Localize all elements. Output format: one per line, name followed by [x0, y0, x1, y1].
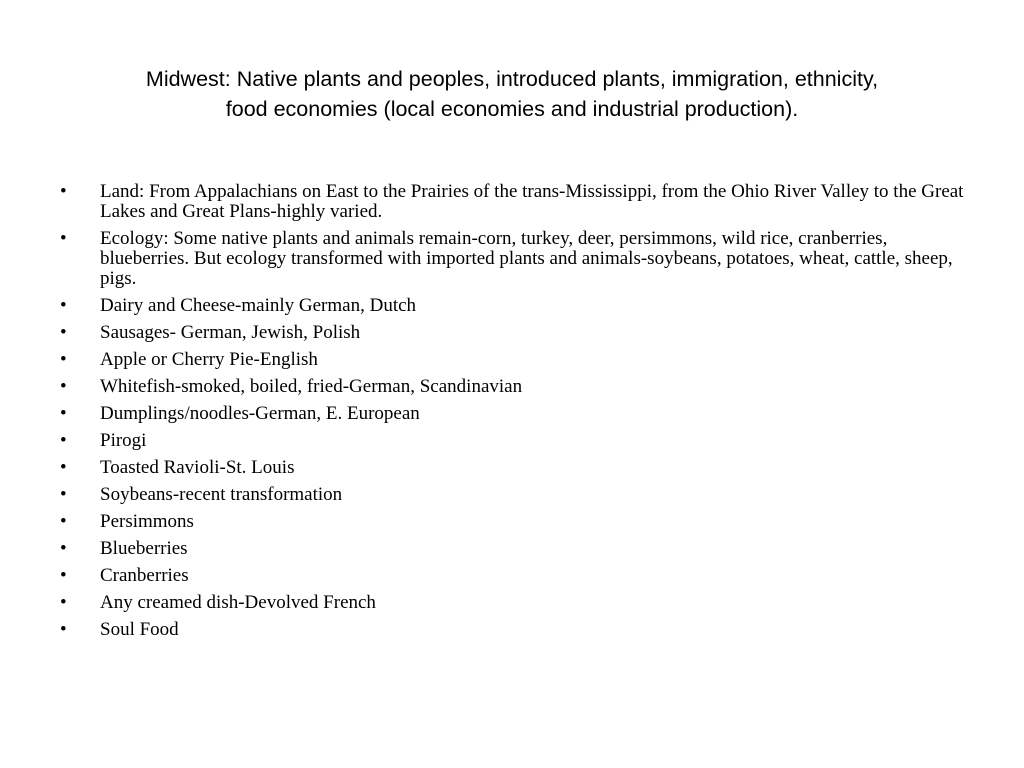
- bullet-item-cranberries: [60, 566, 980, 586]
- bullet-icon: •: [60, 322, 67, 343]
- bullet-list: [60, 182, 980, 647]
- bullet-item-persimmons: [60, 512, 980, 532]
- bullet-icon: •: [60, 376, 67, 397]
- bullet-item-ecology: [60, 229, 980, 289]
- bullet-text: Dumplings/noodles-German, E. European: [100, 403, 420, 424]
- bullet-item-ravioli: [60, 458, 980, 478]
- bullet-icon: •: [60, 511, 67, 532]
- bullet-icon: •: [60, 349, 67, 370]
- bullet-text: Any creamed dish-Devolved French: [100, 592, 376, 613]
- bullet-icon: •: [60, 228, 67, 249]
- bullet-item-soybeans: [60, 485, 980, 505]
- bullet-item-dairy: [60, 296, 980, 316]
- bullet-text: Toasted Ravioli-St. Louis: [100, 457, 295, 478]
- bullet-item-soul-food: [60, 620, 980, 640]
- bullet-text: Apple or Cherry Pie-English: [100, 349, 318, 370]
- bullet-icon: •: [60, 430, 67, 451]
- bullet-text: Soybeans-recent transformation: [100, 484, 343, 505]
- slide-title: [40, 64, 984, 124]
- bullet-item-sausages: [60, 323, 980, 343]
- bullet-icon: •: [60, 457, 67, 478]
- bullet-icon: •: [60, 484, 67, 505]
- bullet-item-dumplings: [60, 404, 980, 424]
- bullet-item-pirogi: [60, 431, 980, 451]
- bullet-text: Dairy and Cheese-mainly German, Dutch: [100, 295, 417, 316]
- bullet-text: Land: From Appalachians on East to the Prairies of the trans-Mississippi, from the Ohio River Valley to the Great Lakes and Great Plans-highly varied.: [100, 181, 964, 222]
- bullet-item-blueberries: [60, 539, 980, 559]
- bullet-text: Ecology: Some native plants and animals remain-corn, turkey, deer, persimmons, wild rice, cranberries, blueberries. But ecology transformed with imported plants and animals-soybeans, potatoes, wheat, cattle, sheep, pigs.: [100, 228, 953, 289]
- bullet-icon: •: [60, 592, 67, 613]
- bullet-icon: •: [60, 619, 67, 640]
- bullet-text: Persimmons: [100, 511, 194, 532]
- bullet-text: Cranberries: [100, 565, 189, 586]
- bullet-icon: •: [60, 403, 67, 424]
- bullet-icon: •: [60, 538, 67, 559]
- slide-title-line-2: food economies (local economies and industrial production).: [225, 97, 799, 121]
- bullet-item-creamed-dish: [60, 593, 980, 613]
- bullet-text: Soul Food: [100, 619, 179, 640]
- bullet-icon: •: [60, 565, 67, 586]
- bullet-item-land: [60, 182, 980, 222]
- bullet-text: Pirogi: [100, 430, 147, 451]
- bullet-text: Sausages- German, Jewish, Polish: [100, 322, 361, 343]
- bullet-icon: •: [60, 295, 67, 316]
- bullet-icon: •: [60, 181, 67, 202]
- slide-title-line-1: Midwest: Native plants and peoples, introduced plants, immigration, ethnicity,: [145, 67, 879, 91]
- bullet-text: Blueberries: [100, 538, 188, 559]
- bullet-item-pie: [60, 350, 980, 370]
- bullet-item-whitefish: [60, 377, 980, 397]
- bullet-text: Whitefish-smoked, boiled, fried-German, Scandinavian: [100, 376, 523, 397]
